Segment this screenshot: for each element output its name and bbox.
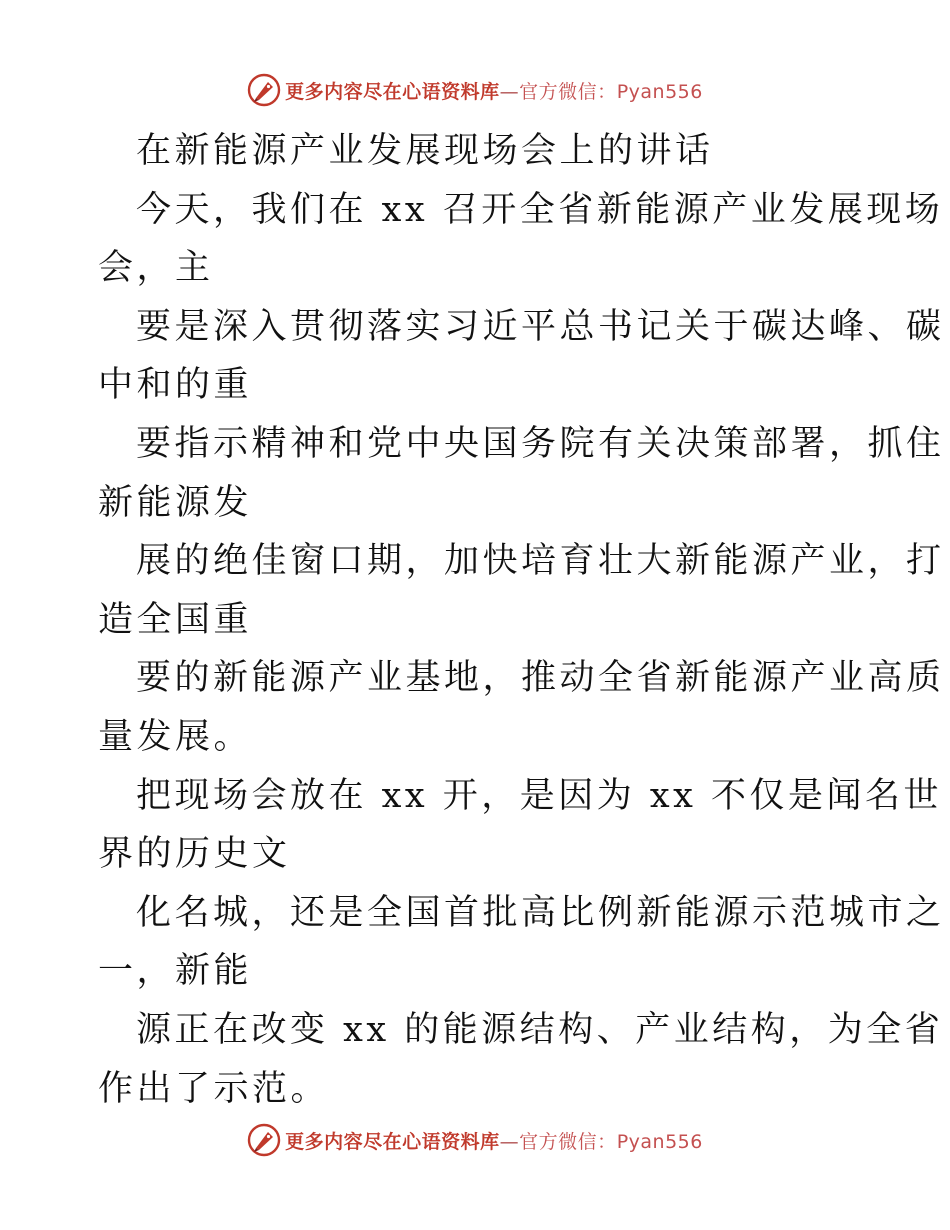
- paragraph-line: 源正在改变 xx 的能源结构、产业结构，为全省: [136, 1009, 944, 1050]
- banner-wechat-id: Pyan556: [616, 80, 703, 103]
- pen-nib-logo-icon: [247, 73, 281, 107]
- paragraph-line: 要指示精神和党中央国务院有关决策部署，抓住: [136, 423, 945, 464]
- banner-dash: —: [499, 80, 520, 103]
- paragraph-line: 一，新能: [98, 951, 253, 992]
- footer-banner: [0, 1120, 950, 1160]
- pen-nib-logo-icon: [247, 1123, 281, 1157]
- banner-text: [285, 1127, 703, 1154]
- banner-wechat-label: 官方微信：: [519, 1130, 617, 1153]
- document-body: [98, 122, 945, 1118]
- paragraph-line: 要的新能源产业基地，推动全省新能源产业高质: [136, 658, 945, 699]
- paragraph-line: 中和的重: [98, 365, 253, 406]
- paragraph-line: 会，主: [98, 248, 214, 289]
- paragraph-line: 造全国重: [98, 599, 253, 640]
- paragraph-line: 作出了示范。: [98, 1068, 330, 1109]
- document-title: 在新能源产业发展现场会上的讲话: [136, 131, 714, 171]
- banner-dash: —: [499, 1130, 520, 1153]
- paragraph-line: 新能源发: [98, 482, 253, 523]
- banner-brand: 更多内容尽在心语资料库: [285, 1130, 500, 1153]
- banner-wechat-id: Pyan556: [616, 1130, 703, 1153]
- paragraph-line: 量发展。: [98, 716, 253, 757]
- header-banner: [0, 70, 950, 110]
- banner-brand: 更多内容尽在心语资料库: [285, 80, 500, 103]
- banner-text: [285, 77, 703, 104]
- paragraph-line: 把现场会放在 xx 开，是因为 xx 不仅是闻名世: [136, 775, 942, 816]
- paragraph-line: 要是深入贯彻落实习近平总书记关于碳达峰、碳: [136, 306, 945, 347]
- banner-wechat-label: 官方微信：: [519, 80, 617, 103]
- paragraph-line: 展的绝佳窗口期，加快培育壮大新能源产业，打: [136, 541, 945, 582]
- paragraph-line: 今天，我们在 xx 召开全省新能源产业发展现场: [136, 189, 944, 230]
- paragraph-line: 化名城，还是全国首批高比例新能源示范城市之: [136, 892, 945, 933]
- paragraph-line: 界的历史文: [98, 834, 291, 875]
